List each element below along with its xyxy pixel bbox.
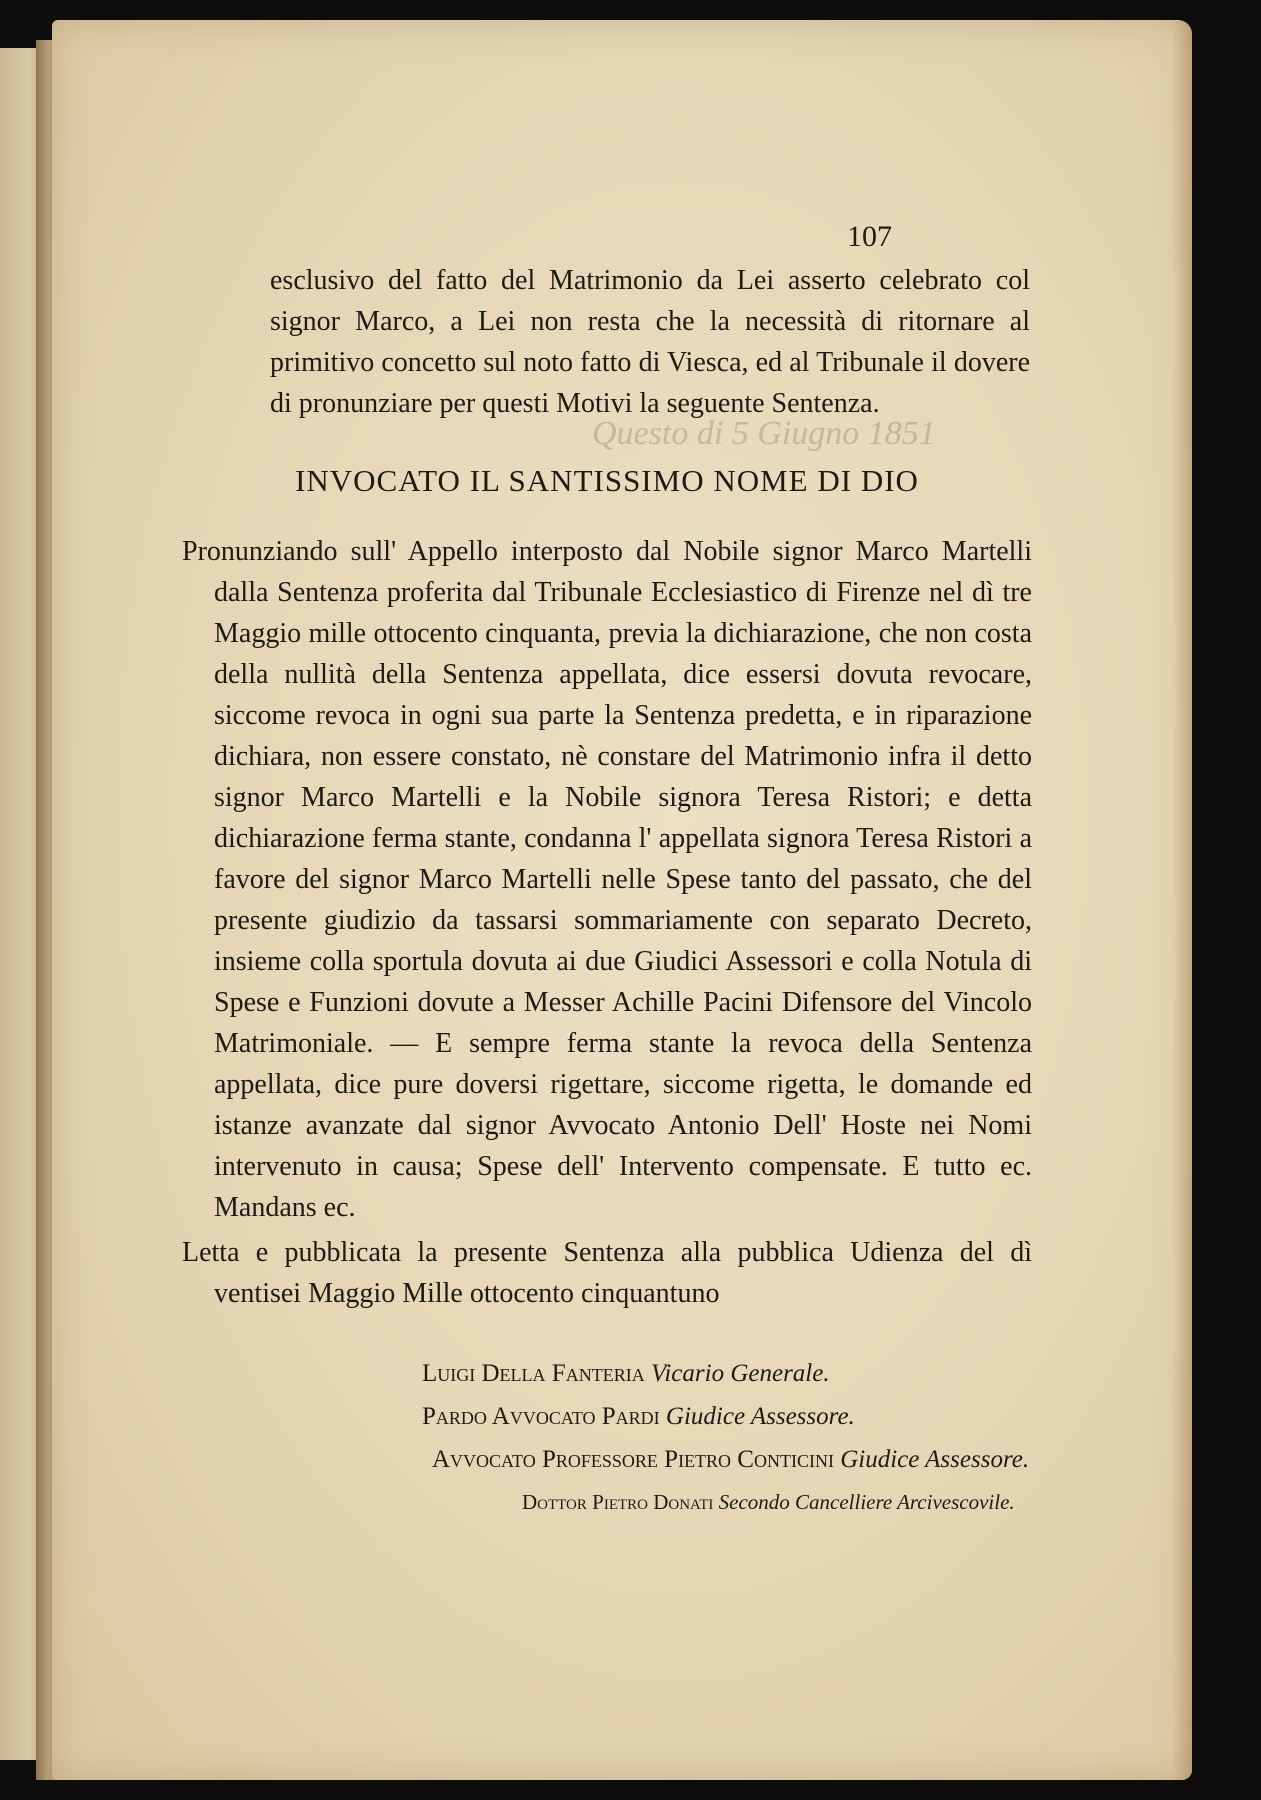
signature-vicario [422,1352,1032,1395]
page-sheet [52,20,1192,1780]
signatures-block [182,1352,1032,1524]
signature-cancelliere [522,1481,1032,1524]
signatory-role: Giudice Assessore. [665,1403,855,1430]
paragraph-motivi-conclusion: esclusivo del fatto del Matrimonio da Lei asserto celebrato col signor Marco, a Lei non resta che la necessità di ritornare al primitivo concetto sul noto fatto di Viesca, ed al Tribunale il dovere di pronunziare per questi Motivi la seguente Sentenza. [270,265,1030,419]
page-number: 107 [847,220,892,253]
signatory-role: Giudice Assessore. [840,1446,1030,1473]
signatory-role: Secondo Cancelliere Arcivescovile. [718,1490,1015,1514]
signatory-name: Avvocato Professore Pietro Conticini [432,1446,834,1473]
signatory-role: Vicario Generale. [650,1360,830,1387]
paragraph-publication: Letta e pubblicata la presente Sentenza alla pubblica Udienza del dì ventisei Maggio Mille ottocento cinquantuno [182,1237,1032,1309]
paragraph-sentence: Pronunziando sull' Appello interposto dal Nobile signor Marco Martelli dalla Sentenza proferita dal Tribunale Ecclesiastico di Firenze nel dì tre Maggio mille ottocento cinquanta, previa la dichiarazione, che non costa della nullità della Sentenza appellata, dice essersi dovuta revocare, siccome revoca in ogni sua parte la Sentenza predetta, e in riparazione dichiara, non essere constato, nè constare del Matrimonio infra il detto signor Marco Martelli e la Nobile signora Teresa Ristori; e detta dichiarazione ferma stante, condanna l' appellata signora Teresa Ristori a favore del signor Marco Martelli nelle Spese tanto del passato, che del presente giudizio da tassarsi sommariamente con separato Decreto, insieme colla sportula dovuta ai due Giudici Assessori e colla Notula di Spese e Funzioni dovute a Messer Achille Pacini Difensore del Vincolo Matrimoniale. — E sempre ferma stante la revoca della Sentenza appellata, dice pure doversi rigettare, siccome rigetta, le domande ed istanze avanzate dal signor Avvocato Antonio Dell' Hoste nei Nomi intervenuto in causa; Spese dell' Intervento compensate. E tutto ec. Mandans ec. [182,536,1032,1223]
signatory-name: Dottor Pietro Donati [522,1490,714,1514]
signature-assessore-conticini [432,1438,1032,1481]
page-edge-shadow [1172,20,1192,1780]
signature-assessore-pardi [422,1395,1032,1438]
signatory-name: Luigi Della Fanteria [422,1360,645,1387]
signatory-name: Pardo Avvocato Pardi [422,1403,660,1430]
invocation-heading: INVOCATO IL SANTISSIMO NOME DI DIO [295,463,919,498]
show-through-text: Questo di 5 Giugno 1851 [592,415,936,452]
page-content [182,210,1032,1524]
